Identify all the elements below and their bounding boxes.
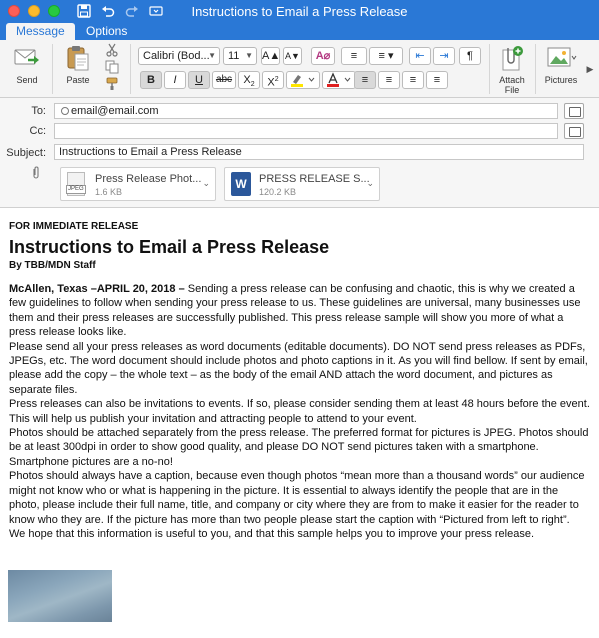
cc-label: Cc: (29, 125, 46, 137)
superscript-base: X (267, 76, 275, 89)
numbered-list-icon: ≡ ▾ (378, 50, 394, 62)
align-right-button[interactable] (402, 71, 424, 89)
address-book-to-button[interactable] (564, 103, 584, 119)
paste-button[interactable] (58, 40, 98, 98)
window-title: Instructions to Email a Press Release (191, 4, 408, 19)
attachment-name: PRESS RELEASE S... (259, 173, 370, 185)
increase-indent-button[interactable] (433, 47, 455, 65)
ribbon-divider (52, 44, 53, 94)
outdent-icon: ⇤ (415, 50, 425, 62)
subject-label: Subject: (6, 147, 46, 159)
ribbon-divider (489, 44, 490, 94)
address-book-cc-button[interactable] (564, 123, 584, 139)
tab-options[interactable]: Options (86, 24, 128, 38)
paragraph-text: Sending a press release can be confusing and chaotic, this is why we created a few guidelines to follow when sending your press release to us. These guidelines are universal, many businesses use them and their press releases are successfully published. This press release sample will show you more of what a press release looks like. (9, 283, 581, 339)
ribbon-divider (535, 44, 536, 94)
font-name-value: Calibri (Bod... (143, 50, 210, 62)
ribbon (0, 40, 599, 98)
decrease-indent-button[interactable] (409, 47, 431, 65)
attach-file-button[interactable] (493, 40, 531, 98)
paragraph: We hope that this information is useful to you, and that this sample helps you to improve your press release. (9, 527, 535, 540)
paragraph: Please send all your press releases as word documents (editable documents). DO NOT send press releases as PDFs, JPEGs, etc. The word document should include photos and photo captions in it. As you will find bellow. If sent by email, please add the copy – the whole text – as the body of the email AND attach the word document, and pictures as separate files. (9, 340, 588, 396)
grow-font-button[interactable] (261, 47, 280, 65)
align-left-button[interactable] (354, 71, 376, 89)
send-icon (14, 46, 40, 70)
word-file-icon: W (231, 172, 251, 196)
justify-icon: ≡ (433, 74, 441, 86)
tab-message[interactable]: Message (6, 23, 75, 40)
send-label: Send (16, 75, 38, 85)
dateline: McAllen, Texas –APRIL 20, 2018 – (9, 283, 185, 295)
chevron-down-icon[interactable]: ⌄ (366, 178, 374, 188)
clipboard-icon (66, 44, 90, 72)
contact-status-icon (61, 107, 69, 115)
paragraph: Press releases can also be invitations to events. If so, please consider sending them at least 48 hours before the event. This will help us publish your invitation and attracting people to attend to your event. (9, 398, 590, 425)
paragraph (9, 282, 591, 340)
chevron-down-icon[interactable]: ⌄ (202, 178, 210, 188)
justify-button[interactable] (426, 71, 448, 89)
cut-icon[interactable] (105, 43, 123, 61)
highlighter-icon (289, 79, 317, 91)
font-color-icon (325, 79, 353, 91)
paragraph: Photos should always have a caption, because even though photos “mean more than a thousand words” our audience might not know who or what is happening in the picture. It is essential to always identify the people that are in the photo, please include their full name, title, and company or city where they are from to make it easier for the reader to know who they are. If the picture has more than two people please start the caption with “Pictured from left to right”. (9, 470, 585, 526)
shrink-font-icon: A▼ (285, 51, 300, 61)
pictures-label: Pictures (544, 75, 578, 85)
subscript-base: X (243, 74, 251, 86)
message-body-text (9, 221, 591, 541)
ribbon-overflow-icon[interactable]: ▶ (586, 64, 594, 74)
recipient-token[interactable] (59, 105, 163, 117)
jpeg-file-icon (67, 172, 85, 196)
align-center-button[interactable] (378, 71, 400, 89)
subscript-button[interactable] (238, 71, 260, 89)
strikethrough-button[interactable]: abc (212, 71, 236, 89)
font-size-value: 11 (228, 50, 240, 62)
attachment-paperclip-icon (30, 166, 42, 180)
align-left-icon: ≡ (361, 74, 369, 86)
paragraph: Photos should be attached separately from the press release. The preferred format for pictures is JPEG. Photos should be at least 300dpi in order to show good quality, and please DO NOT send pictures taken with a smartphone. Smartphone pictures are a no-no! (9, 427, 589, 468)
font-color-button[interactable] (322, 71, 356, 89)
to-label: To: (31, 105, 46, 117)
attachment-size: 1.6 KB (95, 187, 123, 197)
italic-button[interactable]: I (164, 71, 186, 89)
superscript-button[interactable] (262, 71, 284, 89)
bold-button[interactable]: B (140, 71, 162, 89)
body-paragraphs (9, 282, 591, 541)
align-center-icon: ≡ (385, 74, 393, 86)
byline: By TBB/MDN Staff (9, 260, 96, 271)
attachment-item[interactable] (224, 167, 380, 201)
ribbon-tab-bar (0, 22, 599, 40)
bullets-button[interactable] (341, 47, 367, 65)
show-formatting-button[interactable] (459, 47, 481, 65)
highlight-button[interactable] (286, 71, 320, 89)
embedded-photo[interactable] (8, 570, 112, 622)
subscript-mark: 2 (250, 81, 255, 89)
picture-icon (547, 46, 577, 70)
format-painter-icon[interactable] (105, 77, 123, 95)
bullet-list-icon: ≡ (350, 50, 358, 62)
attachment-item[interactable] (60, 167, 216, 201)
underline-button[interactable]: U (188, 71, 210, 89)
send-button[interactable] (6, 40, 48, 98)
cc-field[interactable] (54, 123, 558, 139)
align-right-icon: ≡ (409, 74, 417, 86)
press-release-headline: Instructions to Email a Press Release (9, 237, 330, 257)
recipient-address: email@email.com (71, 105, 159, 117)
attach-label-line1: Attach (499, 75, 525, 85)
indent-icon: ⇥ (439, 50, 449, 62)
ribbon-divider (130, 44, 131, 94)
to-field[interactable] (54, 103, 558, 119)
chevron-down-icon: ▼ (208, 51, 216, 60)
title-bar (0, 0, 599, 22)
superscript-mark: 2 (274, 76, 279, 83)
file-type-tag: JPEG (68, 186, 84, 192)
attach-label-line2: File (504, 85, 520, 95)
subject-field[interactable]: Instructions to Email a Press Release (54, 144, 584, 160)
numbering-button[interactable] (369, 47, 403, 65)
paperclip-icon (500, 44, 524, 72)
font-size-select[interactable] (223, 47, 257, 65)
eraser-icon: A⌀ (315, 50, 331, 62)
copy-icon[interactable] (105, 60, 123, 78)
grow-font-icon: A▲ (262, 50, 281, 62)
shrink-font-button[interactable] (283, 47, 302, 65)
attachment-name: Press Release Phot... (95, 173, 202, 185)
font-name-select[interactable] (138, 47, 220, 65)
pictures-button[interactable] (539, 40, 583, 98)
release-tag: FOR IMMEDIATE RELEASE (9, 221, 139, 232)
attachment-size: 120.2 KB (259, 187, 297, 197)
paste-label: Paste (66, 75, 90, 85)
message-body[interactable] (0, 209, 599, 638)
chevron-down-icon: ▼ (245, 51, 253, 60)
clear-formatting-button[interactable] (311, 47, 335, 65)
pilcrow-icon: ¶ (467, 50, 473, 62)
